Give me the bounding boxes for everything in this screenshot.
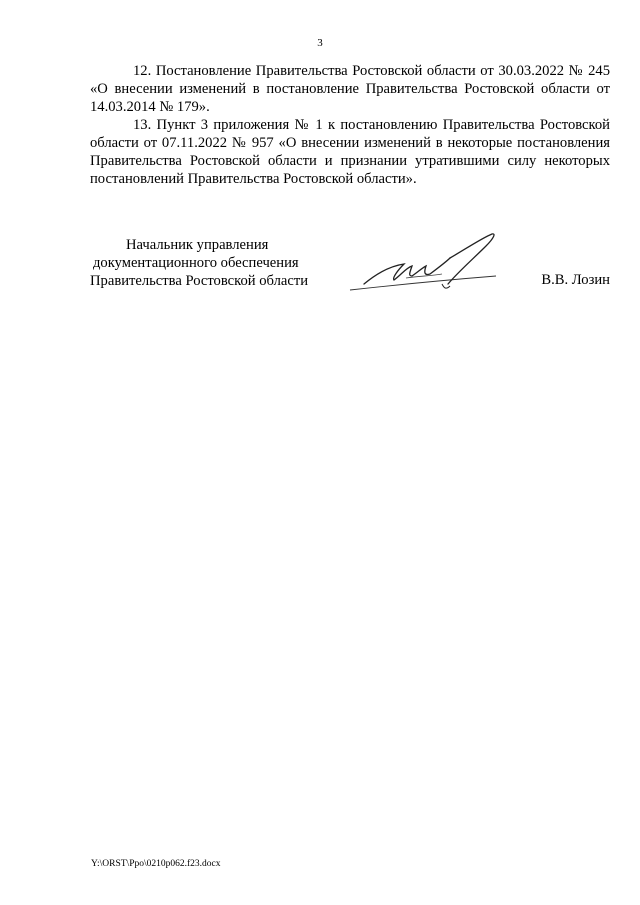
list-item bbox=[90, 116, 610, 188]
position-line-3: Правительства Ростовской области bbox=[90, 273, 309, 289]
handwritten-signature bbox=[346, 228, 506, 300]
signer-name: В.В. Лозин bbox=[541, 272, 610, 288]
position-line-1: Начальник управления bbox=[126, 237, 269, 253]
file-path: Y:\ORST\Ppo\0210p062.f23.docx bbox=[91, 859, 221, 869]
list-item-text: 13. Пункт 3 приложения № 1 к постановлению Правительства Ростовской области от 07.11.2022 № 957 «О внесении изменений в некоторые постановления Правительства Ростовской области и признании утратившими силу некоторых постановлений Правительства Ростовской области». bbox=[90, 117, 610, 187]
page-number: 3 bbox=[317, 37, 323, 49]
list-item-text: 12. Постановление Правительства Ростовской области от 30.03.2022 № 245 «О внесении изменений в постановление Правительства Ростовской области от 14.03.2014 № 179». bbox=[90, 63, 610, 115]
position-line-2: документационного обеспечения bbox=[93, 255, 299, 271]
signatory-position bbox=[90, 236, 330, 290]
list-item bbox=[90, 62, 610, 116]
